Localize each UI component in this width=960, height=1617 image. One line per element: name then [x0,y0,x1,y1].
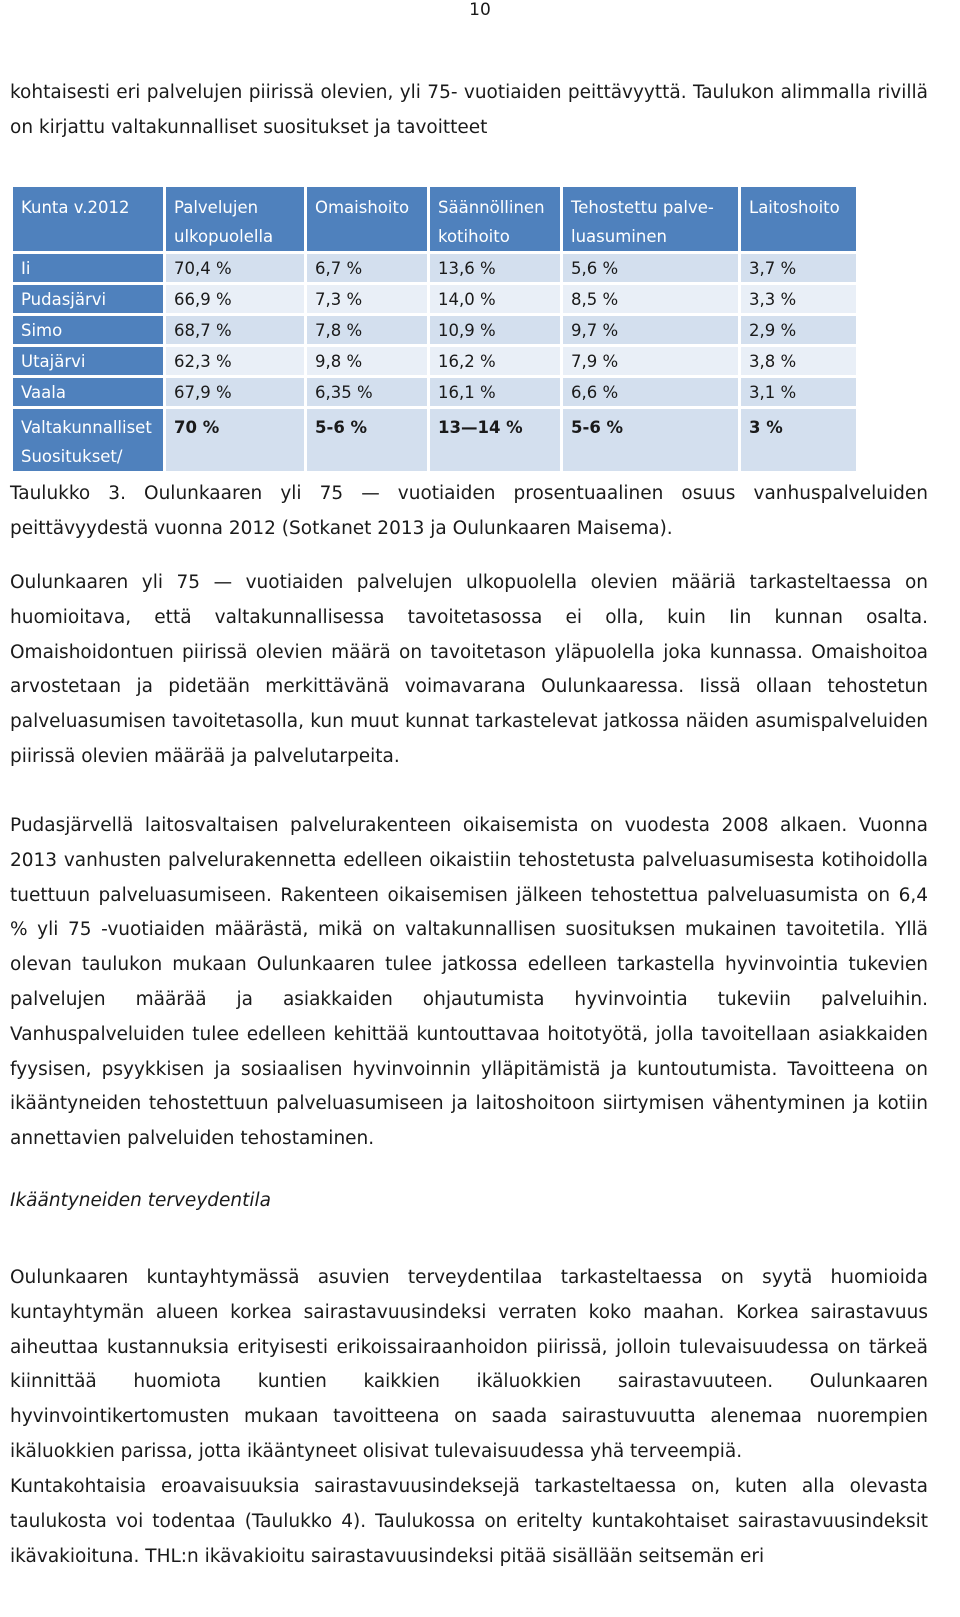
table-cell: 16,2 % [430,347,560,375]
table-cell: 9,7 % [563,316,738,344]
table-cell: 8,5 % [563,285,738,313]
coverage-table [10,184,859,474]
table-cell: 6,7 % [307,254,427,282]
table-cell: 13—14 % [430,409,560,471]
table-cell: 13,6 % [430,254,560,282]
table-cell: 5,6 % [563,254,738,282]
table-cell: 14,0 % [430,285,560,313]
table-cell: 66,9 % [166,285,304,313]
table-cell: 5-6 % [563,409,738,471]
header-cell: Palvelujen ulkopuolella [166,187,304,251]
table-cell: 7,9 % [563,347,738,375]
header-cell: Laitoshoito [741,187,856,251]
header-cell: Tehostettu palve-luasuminen [563,187,738,251]
paragraph-1: Oulunkaaren yli 75 — vuotiaiden palvelujen ulkopuolella olevien määriä tarkasteltaessa on huomioitava, että valtakunnallisessa tavoitetasossa ei olla, kuin Iin kunnan osalta. Omaishoidontuen piirissä olevien määrä on tavoitetason yläpuolella joka kunnassa. Omaishoitoa arvostetaan ja pidetään merkittävänä voimavarana Oulunkaaressa. Iissä ollaan tehostetun palveluasumisen tavoitetasolla, kun muut kunnat tarkastelevat jatkossa näiden asumispalveluiden piirissä olevien määrää ja palvelutarpeita. [10,572,928,767]
row-header: Vaala [13,378,163,406]
table-cell: 70,4 % [166,254,304,282]
table-cell: 5-6 % [307,409,427,471]
row-header: Valtakunnalliset Suositukset/ [13,409,163,471]
table-cell: 16,1 % [430,378,560,406]
table-cell: 6,35 % [307,378,427,406]
row-header: Simo [13,316,163,344]
table-cell: 10,9 % [430,316,560,344]
table-row [13,378,856,406]
header-cell: Omaishoito [307,187,427,251]
table-cell: 3 % [741,409,856,471]
row-header: Pudasjärvi [13,285,163,313]
table-row [13,285,856,313]
header-cell: Säännöllinen kotihoito [430,187,560,251]
table-caption: Taulukko 3. Oulunkaaren yli 75 — vuotiaiden prosentuaalinen osuus vanhuspalveluiden peittävyydestä vuonna 2012 (Sotkanet 2013 ja Oulunkaaren Maisema). [10,483,928,539]
table-cell: 3,1 % [741,378,856,406]
paragraph-3: Oulunkaaren kuntayhtymässä asuvien terveydentilaa tarkasteltaessa on syytä huomioida kuntayhtymän alueen korkea sairastavuusindeksi verraten koko maahan. Korkea sairastavuus aiheuttaa kustannuksia erityisesti erikoissairaanhoidon piirissä, jolloin tulevaisuudessa on tärkeä kiinnittää huomiota kuntien kaikkien ikäluokkien sairastavuuteen. Oulunkaaren hyvinvointikertomusten mukaan tavoitteena on saada sairastuvuutta alenemaa nuorempien ikäluokkien parissa, jotta ikääntyneet olisivat tulevaisuudessa yhä terveempiä. [10,1267,928,1462]
table-cell: 3,3 % [741,285,856,313]
page-number: 10 [469,0,491,20]
table-cell: 3,7 % [741,254,856,282]
table-cell: 68,7 % [166,316,304,344]
table-header-row [13,187,856,251]
table-cell: 70 % [166,409,304,471]
table-cell: 62,3 % [166,347,304,375]
paragraph-4: Kuntakohtaisia eroavaisuuksia sairastavuusindeksejä tarkasteltaessa on, kuten alla olevasta taulukosta voi todentaa (Taulukko 4). Taulukossa on eritelty kuntakohtaiset sairastavuusindeksit ikävakioituna. THL:n ikävakioitu sairastavuusindeksi pitää sisällään seitsemän eri [10,1476,928,1567]
table-cell: 7,8 % [307,316,427,344]
table-cell: 7,3 % [307,285,427,313]
table-cell: 6,6 % [563,378,738,406]
section-heading: Ikääntyneiden terveydentila [10,1190,271,1211]
table-row [13,254,856,282]
table-cell: 2,9 % [741,316,856,344]
table-cell: 3,8 % [741,347,856,375]
header-cell: Kunta v.2012 [13,187,163,251]
intro-paragraph: kohtaisesti eri palvelujen piirissä olevien, yli 75- vuotiaiden peittävyyttä. Taulukon alimmalla rivillä on kirjattu valtakunnalliset suositukset ja tavoitteet [10,82,928,138]
table-cell: 67,9 % [166,378,304,406]
table-row-recommendation [13,409,856,471]
table-row [13,316,856,344]
table-cell: 9,8 % [307,347,427,375]
row-header: Ii [13,254,163,282]
table-row [13,347,856,375]
row-header: Utajärvi [13,347,163,375]
paragraph-2: Pudasjärvellä laitosvaltaisen palvelurakenteen oikaisemista on vuodesta 2008 alkaen. Vuonna 2013 vanhusten palvelurakennetta edelleen oikaistiin tehostetusta palveluasumisesta kotihoidolla tuettuun palveluasumiseen. Rakenteen oikaisemisen jälkeen tehostettua palveluasumista on 6,4 % yli 75 -vuotiaiden määrästä, mikä on valtakunnallisen suosituksen mukainen tavoitetila. Yllä olevan taulukon mukaan Oulunkaaren tulee jatkossa edelleen tarkastella hyvinvointia tukevien palvelujen määrää ja asiakkaiden ohjautumista hyvinvointia tukeviin palveluihin. Vanhuspalveluiden tulee edelleen kehittää kuntouttavaa hoitotyötä, jolla tavoitellaan asiakkaiden fyysisen, psyykkisen ja sosiaalisen hyvinvoinnin ylläpitämistä ja kuntoutumista. Tavoitteena on ikääntyneiden tehostettuun palveluasumiseen ja laitoshoitoon siirtymisen vähentyminen ja kotiin annettavien palveluiden tehostaminen. [10,815,928,1150]
